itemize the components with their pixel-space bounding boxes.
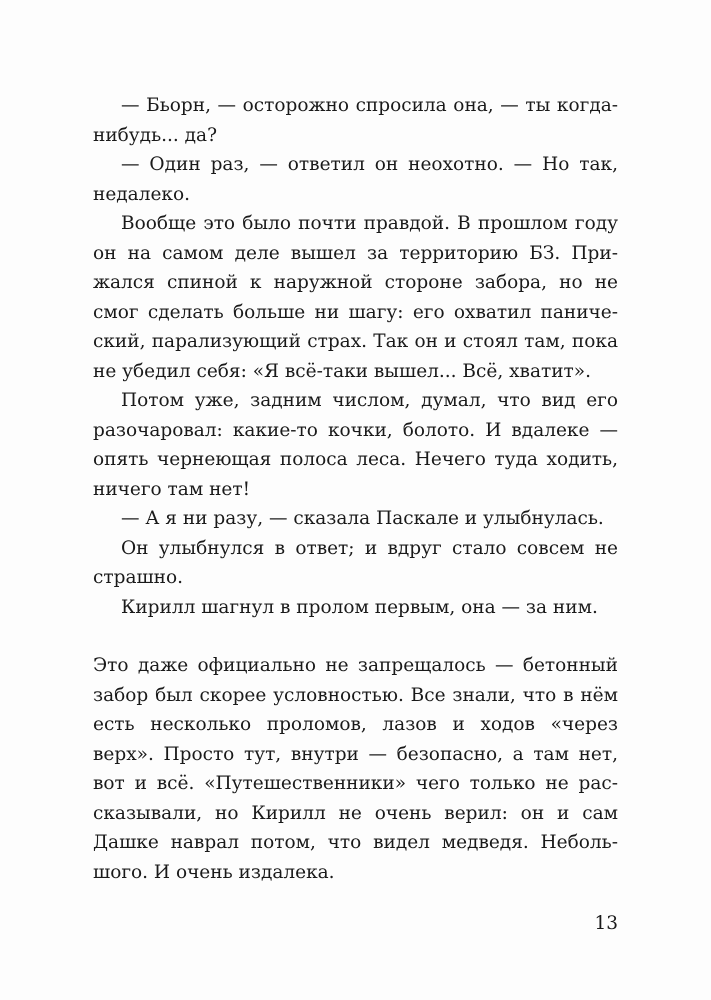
text-section-2 bbox=[93, 651, 618, 887]
paragraph: — Бьорн, — осторожно спросила она, — ты когда-нибудь... да? bbox=[93, 95, 618, 146]
page-number: 13 bbox=[594, 913, 618, 934]
paragraph: Потом уже, задним числом, думал, что вид его разочаровал: какие-то кочки, болото. И вдалеке — опять чернеющая полоса леса. Нечего туда ходить, ничего там нет! bbox=[93, 390, 618, 500]
text-section-1 bbox=[93, 91, 618, 622]
paragraph: Вообще это было почти правдой. В прошлом году он на самом деле вышел за территорию БЗ. Прижался спиной к наружной стороне забора, но не смог сделать больше ни шагу: его охватил панический, парализующий страх. Так он и стоял там, пока не убедил себя: «Я всё-таки вышел... Всё, хватит». bbox=[93, 213, 618, 382]
paragraph: Кирилл шагнул в пролом первым, она — за ним. bbox=[121, 596, 598, 618]
paragraph: — Один раз, — ответил он неохотно. — Но так, недалеко. bbox=[93, 154, 618, 205]
paragraph: Это даже официально не запрещалось — бетонный забор был скорее условностью. Все знали, что в нём есть несколько проломов, лазов и ходов «через верх». Просто тут, внутри — безопасно, а там нет, вот и всё. «Путешественники» чего только не рассказывали, но Кирилл не очень верил: он и сам Дашке наврал потом, что видел медведя. Небольшого. И очень издалека. bbox=[93, 655, 618, 883]
paragraph: — А я ни разу, — сказала Паскале и улыбнулась. bbox=[121, 508, 604, 529]
paragraph: Он улыбнулся в ответ; и вдруг стало совсем не страшно. bbox=[93, 537, 618, 588]
